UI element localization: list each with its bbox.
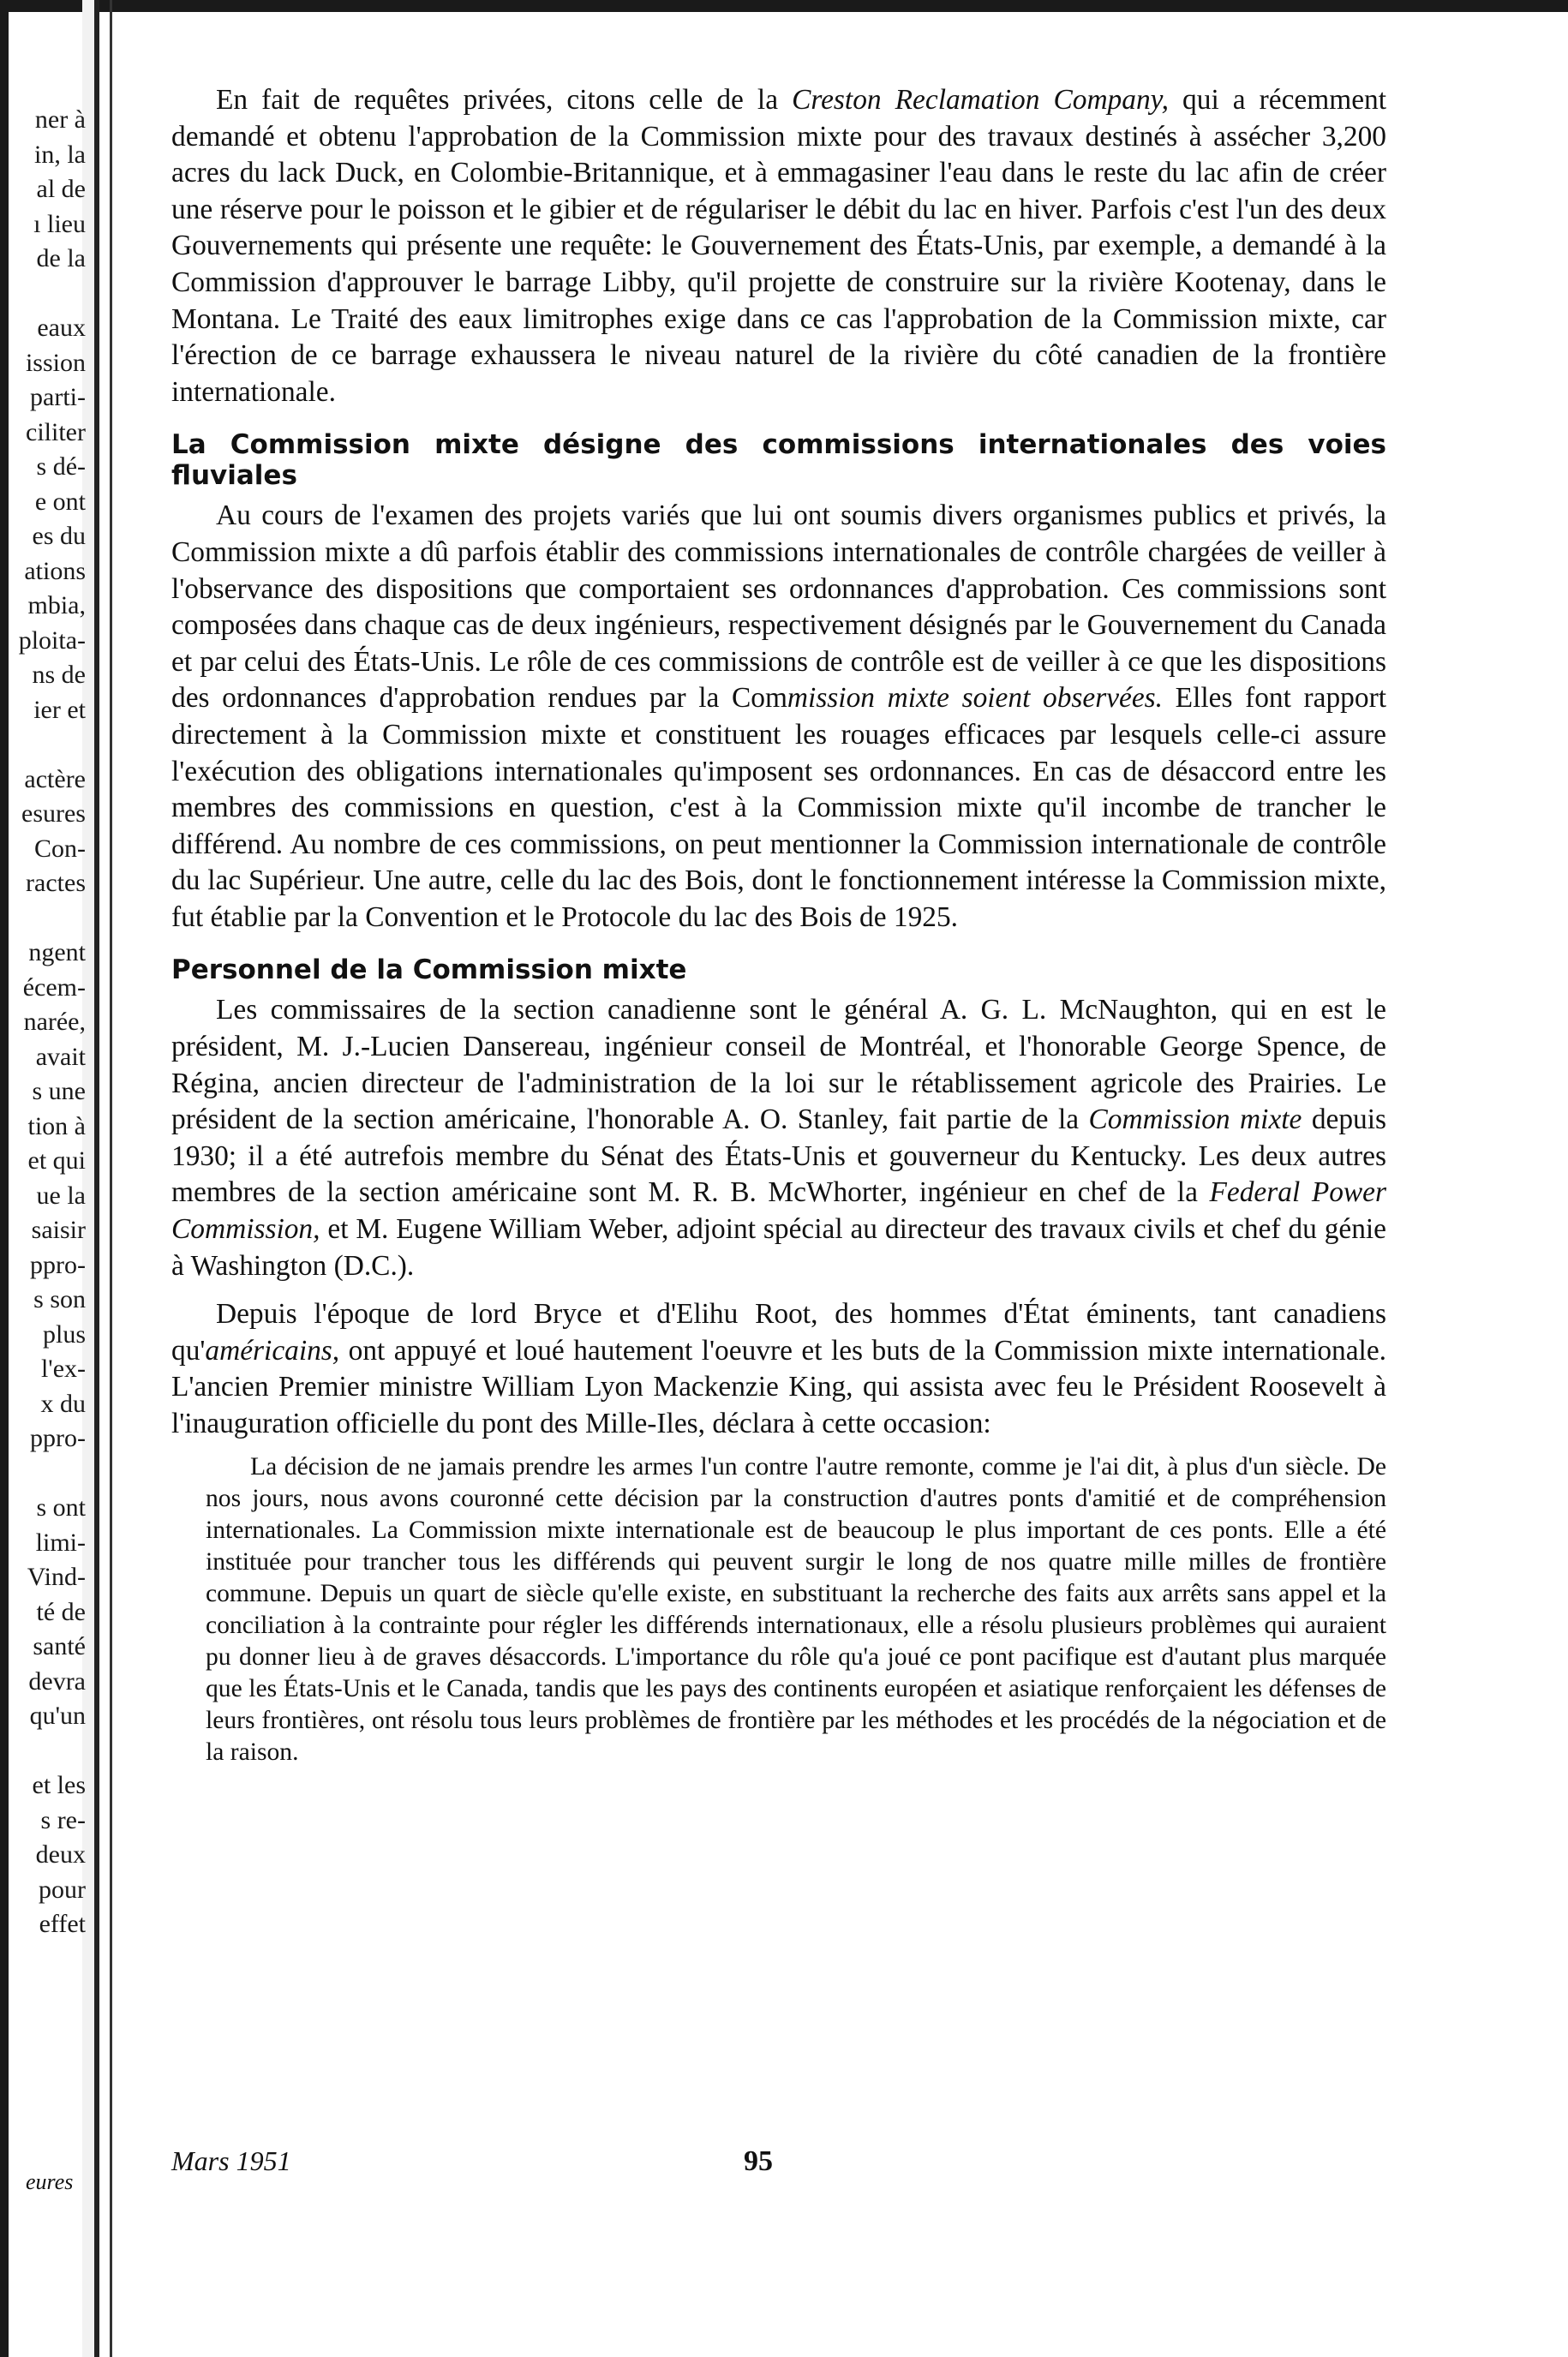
fragment-line: et qui — [27, 1146, 86, 1175]
fragment-line: qu'un — [29, 1702, 86, 1730]
fragment-line: Con- — [34, 834, 86, 863]
fragment-line: devra — [28, 1666, 86, 1696]
fragment-line: es du — [32, 522, 86, 550]
fragment-line: actère — [24, 764, 86, 793]
fragment-line: ı lieu — [33, 209, 86, 238]
fragment-line: effet — [39, 1910, 86, 1938]
fragment-line: ner à — [34, 105, 86, 134]
fragment-line: s dé- — [36, 452, 86, 481]
scan-edge-top — [0, 0, 1568, 12]
adjacent-page-bottom-fragment: eures — [26, 2169, 74, 2194]
scan-edge-left — [0, 0, 9, 2357]
fragment-line: ppro- — [30, 1250, 86, 1279]
fragment-line — [9, 1457, 86, 1492]
fragment-line — [9, 1734, 86, 1769]
fragment-line: al de — [36, 175, 86, 203]
fragment-line: ission — [25, 348, 86, 377]
fragment-line: eaux — [37, 314, 86, 342]
fragment-line: té de — [36, 1597, 86, 1626]
fragment-line: e ont — [34, 487, 86, 516]
fragment-line — [9, 727, 86, 763]
paragraph-creston: En fait de requêtes privées, citons celle de la Creston Reclamation Company, qui a récemment demandé et obtenu l'approbation de la Commission mixte pour des travaux destinés à assécher 3,200 acres du lack Duck, en Colombie-Britannique, et à emmagasiner l'eau dans le reste du lac afin de créer une réserve pour le poisson et le gibier et de régulariser le débit du lac en hiver. Parfois c'est l'un des deux Gouvernements qui présente une requête: le Gouvernement des États-Unis, par exemple, a demandé à la Commission d'approuver le barrage Libby, qu'il projette de construire sur la rivière Kootenay, dans le Montana. Le Traité des eaux limitrophes exige dans ce cas l'approbation de la Commission mixte, car l'érection de ce barrage exhaussera le niveau naturel de la rivière du côté canadien de la frontière internationale. — [171, 84, 1386, 408]
fragment-line: plus — [42, 1319, 86, 1349]
fragment-line: l'ex- — [40, 1355, 86, 1383]
fragment-line: ations — [24, 556, 86, 585]
fragment-line: saisir — [31, 1216, 86, 1244]
fragment-line: narée, — [23, 1008, 86, 1036]
fragment-line: avait — [35, 1042, 86, 1071]
fragment-line: tion à — [27, 1111, 86, 1140]
fragment-line: ue la — [36, 1181, 86, 1210]
fragment-line: ppro- — [30, 1424, 86, 1452]
fragment-line: de la — [36, 244, 86, 272]
fragment-line: s re- — [40, 1805, 86, 1834]
fragment-line: s une — [32, 1077, 86, 1105]
fragment-line: ngent — [28, 938, 86, 966]
fragment-line: mbia, — [27, 591, 86, 619]
fragment-line: ploita- — [18, 625, 86, 655]
fragment-line — [9, 901, 86, 936]
fragment-line: ractes — [26, 869, 86, 897]
fragment-line: ns de — [32, 661, 86, 689]
fragment-line: santé — [33, 1632, 86, 1660]
page-footer — [171, 2145, 1386, 2188]
gutter-line — [94, 0, 99, 2357]
fragment-line: x du — [40, 1389, 86, 1418]
quote-mackenzie-king: La décision de ne jamais prendre les armes l'un contre l'autre remonte, comme je l'ai dit, à plus d'un siècle. De nos jours, nous avons couronné cette décision par la construction d'autres ponts d'amitié et de compréhension internationales. La Commission mixte internationale est de beaucoup le plus important de ces ponts. Elle a été instituée pour trancher tous les différends qui peuvent surgir le long de nos quatre mille milles de frontière commune. Depuis un quart de siècle qu'elle existe, en substituant la recherche des faits aux arrêts sans appel et la conciliation à la contrainte pour régler les différends internationaux, elle a résolu plusieurs problèmes qui auraient pu donner lieu à de graves désaccords. L'importance du rôle qu'a joué ce pont pacifique est d'autant plus marquée que les États-Unis et le Canada, tandis que les pays des continents européen et asiatique renforçaient les défenses de leurs frontières, ont résolu tous leurs problèmes de frontière par les méthodes et les procédés de la négociation et de la raison. — [206, 1452, 1386, 1766]
fragment-line: Vind- — [27, 1563, 86, 1591]
fragment-line: s son — [33, 1285, 86, 1313]
fragment-line: pour — [39, 1875, 86, 1904]
paragraph-personnel: Les commissaires de la section canadienne sont le général A. G. L. McNaughton, qui en est le président, M. J.-Lucien Dansereau, ingénieur conseil de Montréal, et l'honorable George Spence, de Régina, ancien directeur de l'administration de la loi sur le rétablissement agricole des Prairies. Le président de la section américaine, l'honorable A. O. Stanley, fait partie de la Commission mixte depuis 1930; il a été autrefois membre du Sénat des États-Unis et gouverneur du Kentucky. Les deux autres membres de la section américaine sont M. R. B. McWhorter, ingénieur en chef de la Federal Power Commission, et M. Eugene William Weber, adjoint spécial au directeur des travaux civils et chef du génie à Washington (D.C.). — [171, 994, 1386, 1282]
fragment-line: deux — [35, 1840, 86, 1869]
fragment-line — [9, 277, 86, 312]
paragraph-commissions: Au cours de l'examen des projets variés que lui ont soumis divers organismes publics et privés, la Commission mixte a dû parfois établir des commissions internationales de contrôle chargées de veiller à l'observance des dispositions que comportaient ses ordonnances d'approbation. Ces commissions sont composées dans chaque cas de deux ingénieurs, respectivement désignés par le Gouvernement du Canada et par celui des États-Unis. Le rôle de ces commissions de contrôle est de veiller à ce que les dispositions des ordonnances d'approbation rendues par la Commission mixte soient observées. Elles font rapport directement à la Commission mixte et constituent les rouages efficaces par lesquels celle-ci assure l'exécution des obligations internationales qu'imposent ses ordonnances. En cas de désaccord entre les membres des commissions en question, c'est à la Commission mixte qu'il incombe de trancher le différend. Au nombre de ces commissions, on peut mentionner la Commission internationale de contrôle du lac Supérieur. Une autre, celle du lac des Bois, dont le fonctionnement intéresse la Commission mixte, fut établie par la Convention et le Protocole du lac des Bois de 1925. — [171, 500, 1386, 933]
page-number: 95 — [744, 2145, 773, 2177]
adjacent-page-fragments — [9, 103, 86, 1942]
fragment-line: et les — [32, 1771, 86, 1799]
gutter-line-inner — [110, 0, 112, 2357]
section-heading-commissions: La Commission mixte désigne des commissions internationales des voies fluviales — [171, 429, 1386, 492]
fragment-line: écem- — [22, 972, 86, 1002]
fragment-line: in, la — [34, 140, 86, 169]
section-heading-personnel: Personnel de la Commission mixte — [171, 954, 687, 986]
fragment-line: s ont — [36, 1493, 86, 1522]
page-body — [171, 82, 1386, 1768]
footer-date: Mars 1951 — [171, 2145, 291, 2176]
fragment-line: parti- — [30, 383, 86, 411]
fragment-line: ier et — [33, 695, 86, 724]
paragraph-statesmen: Depuis l'époque de lord Bryce et d'Elihu Root, des hommes d'État éminents, tant canadiens qu'américains, ont appuyé et loué hautement l'oeuvre et les buts de la Commission mixte internationale. L'ancien Premier ministre William Lyon Mackenzie King, qui assista avec feu le Président Roosevelt à l'inauguration officielle du pont des Mille-Iles, déclara à cette occasion: — [171, 1298, 1386, 1439]
fragment-line: limi- — [35, 1528, 86, 1557]
fragment-line: esures — [21, 799, 86, 828]
fragment-line: ciliter — [26, 417, 86, 446]
